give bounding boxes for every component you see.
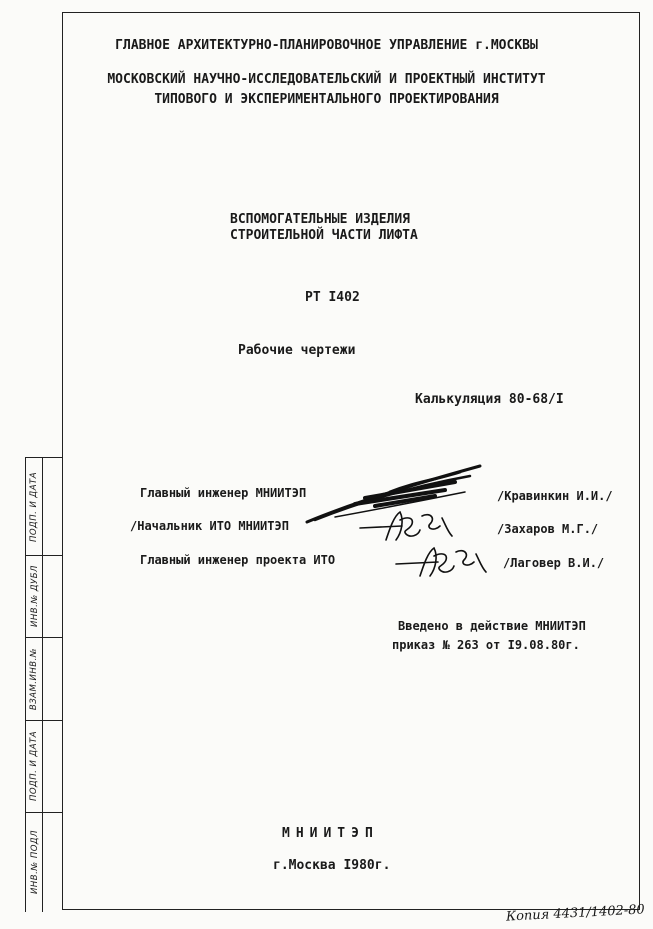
signatory-name-2: /Захаров М.Г./: [497, 522, 599, 536]
header-line-2: МОСКОВСКИЙ НАУЧНО-ИССЛЕДОВАТЕЛЬСКИЙ И ПРОЕКТНЫЙ ИНСТИТУТ: [107, 72, 546, 87]
stamp-label-sign-date-2: ПОДП. И ДАТА: [29, 471, 40, 542]
handwritten-copy-note: Копия 4431/1402-80: [505, 902, 646, 925]
enactment-line-2: приказ № 263 от I9.08.80г.: [392, 638, 580, 652]
footer-organization: МНИИТЭП: [282, 826, 379, 841]
footer-city-year: г.Москва I980г.: [273, 858, 391, 873]
signatory-name-1: /Кравинкин И.И./: [497, 489, 613, 503]
side-stamp: [25, 457, 63, 912]
document-code: РТ I402: [305, 290, 360, 305]
header-line-1: ГЛАВНОЕ АРХИТЕКТУРНО-ПЛАНИРОВОЧНОЕ УПРАВЛЕНИЕ г.МОСКВЫ: [115, 38, 538, 53]
signatory-name-3: /Лаговер В.И./: [503, 556, 605, 570]
header-line-3: ТИПОВОГО И ЭКСПЕРИМЕНТАЛЬНОГО ПРОЕКТИРОВАНИЯ: [154, 92, 499, 107]
title-line-1: ВСПОМОГАТЕЛЬНЫЕ ИЗДЕЛИЯ: [230, 212, 411, 227]
signatory-role-1: Главный инженер МНИИТЭП: [140, 486, 307, 500]
enactment-line-1: Введено в действие МНИИТЭП: [398, 619, 586, 633]
document-subtitle: Рабочие чертежи: [238, 343, 356, 358]
page-frame: [62, 12, 640, 910]
stamp-label-replace-inv: ВЗАМ.ИНВ.№: [29, 647, 40, 710]
signature-3: [392, 540, 502, 580]
signatory-role-2: /Начальник ИТО МНИИТЭП: [130, 519, 289, 533]
signatory-role-3: Главный инженер проекта ИТО: [140, 553, 336, 567]
calculation-number: Калькуляция 80-68/I: [415, 392, 564, 407]
title-line-2: СТРОИТЕЛЬНОЙ ЧАСТИ ЛИФТА: [230, 228, 418, 243]
stamp-label-inv-original: ИНВ.№ ПОДЛ: [29, 830, 40, 894]
stamp-label-inv-duplicate: ИНВ.№ ДУБЛ: [29, 565, 40, 627]
stamp-label-sign-date-1: ПОДП. И ДАТА: [29, 730, 40, 802]
